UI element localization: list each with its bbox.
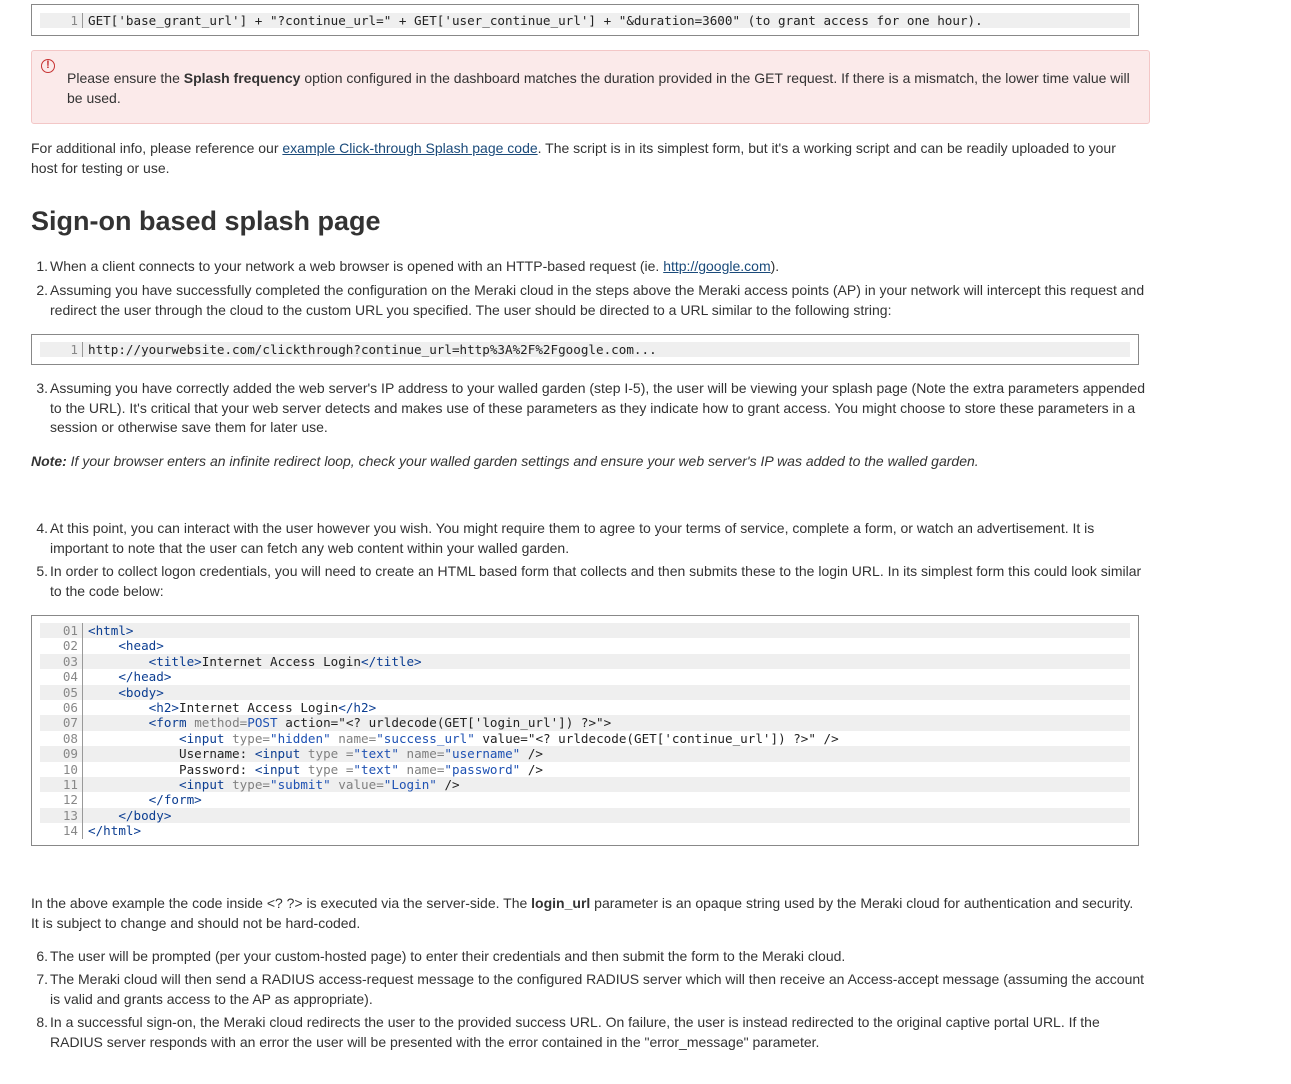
list-item: 6. The user will be prompted (per your custom-hosted page) to enter their credentials and then submit the form to the Meraki cloud. — [36, 948, 846, 964]
code-line: 08 <input type="hidden" name="success_url" value="<? urldecode(GET['continue_url']) ?>" /> — [40, 731, 1130, 746]
list-item: 8. In a successful sign-on, the Meraki cloud redirects the user to the provided success URL. On failure, the user is instead redirected to the original captive portal URL. If the RADIUS server responds with an error the user will be presented with the error contained in the "error_message" parameter. — [36, 1014, 1100, 1050]
list-item: 3. Assuming you have correctly added the web server's IP address to your walled garden (step I-5), the user will be viewing your splash page (Note the extra parameters appended to the URL). It's critical that your web server detects and makes use of these parameters as they indicate how to grant access. You might choose to store these parameters in a session or otherwise save them for later use. — [36, 380, 1146, 436]
code-block-url-example — [31, 334, 1139, 365]
warning-icon: ! — [41, 59, 55, 73]
code-line: 04 </head> — [40, 669, 1130, 684]
code-line: 14 </html> — [40, 823, 1130, 838]
code-line: 06 <h2>Internet Access Login</h2> — [40, 700, 1130, 715]
code-line: 09 Username: <input type ="text" name="username" /> — [40, 746, 1130, 761]
list-item: 4. At this point, you can interact with the user however you wish. You might require them to agree to your terms of service, complete a form, or watch an advertisement. It is important to note that the user can fetch any web content within your walled garden. — [36, 520, 1095, 556]
additional-info-paragraph: For additional info, please reference our example Click-through Splash page code. The script is in its simplest form, but it's a working script and can be readily uploaded to your host for testing or use. — [31, 140, 1116, 176]
list-item: 1. When a client connects to your network a web browser is opened with an HTTP-based request (ie. http://google.com). — [36, 258, 780, 274]
code-line: 13 </body> — [40, 808, 1130, 823]
google-link[interactable]: http://google.com — [663, 258, 771, 274]
code-line: 1 GET['base_grant_url'] + "?continue_url=" + GET['user_continue_url'] + "&duration=3600" (to grant access for one hour). — [40, 13, 1130, 28]
code-line: 07 <form method=POST action="<? urldecode(GET['login_url']) ?>"> — [40, 715, 1130, 730]
code-line: 10 Password: <input type ="text" name="password" /> — [40, 762, 1130, 777]
code-line: 02 <head> — [40, 638, 1130, 653]
list-item: 5. In order to collect logon credentials, you will need to create an HTML based form that collects and then submits these to the login URL. In its simplest form this could look similar to the code below: — [36, 563, 1142, 599]
code-line: 1 http://yourwebsite.com/clickthrough?continue_url=http%3A%2F%2Fgoogle.com... — [40, 342, 1130, 357]
note-paragraph: Note: If your browser enters an infinite redirect loop, check your walled garden settings and ensure your web server's IP was added to the walled garden. — [31, 453, 979, 469]
warning-callout — [31, 50, 1150, 124]
list-item: 2. Assuming you have successfully completed the configuration on the Meraki cloud in the steps above the Meraki access points (AP) in your network will intercept this request and redirect the user through the cloud to the custom URL you specified. The user should be directed to a URL similar to the following string: — [36, 282, 1145, 318]
code-line: 11 <input type="submit" value="Login" /> — [40, 777, 1130, 792]
server-side-paragraph: In the above example the code inside <? ?> is executed via the server-side. The login_url parameter is an opaque string used by the Meraki cloud for authentication and security. It is subject to change and should not be hard-coded. — [31, 895, 1134, 931]
code-line: 05 <body> — [40, 685, 1130, 700]
code-block-login-form — [31, 615, 1139, 846]
code-block-grant-url — [31, 4, 1139, 36]
code-line: 12 </form> — [40, 792, 1130, 807]
code-line: 01 <html> — [40, 623, 1130, 638]
section-heading: Sign-on based splash page — [31, 206, 381, 236]
warning-text: Please ensure the Splash frequency option configured in the dashboard matches the duration provided in the GET request. If there is a mismatch, the lower time value will be used. — [67, 70, 1130, 106]
list-item: 7. The Meraki cloud will then send a RADIUS access-request message to the configured RADIUS server which will then receive an Access-accept message (assuming the account is valid and grants access to the AP as appropriate). — [36, 971, 1145, 1007]
code-line: 03 <title>Internet Access Login</title> — [40, 654, 1130, 669]
example-code-link[interactable]: example Click-through Splash page code — [282, 140, 538, 156]
